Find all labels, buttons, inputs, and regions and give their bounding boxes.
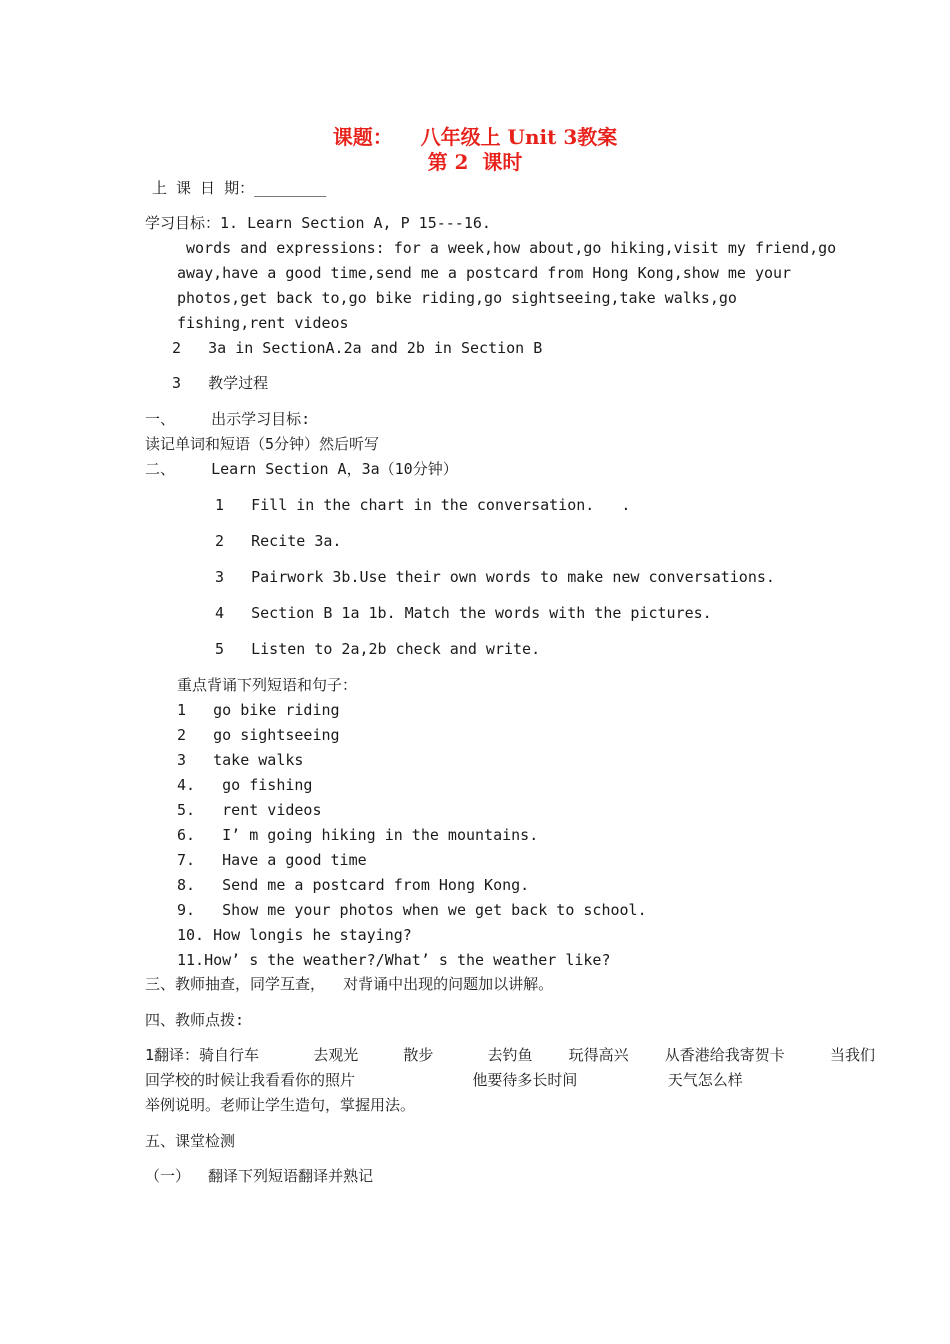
- objectives-line: 学习目标：1. Learn Section A, P 15---16.: [145, 214, 491, 232]
- phrase-item: 9. Show me your photos when we get back to school.: [177, 901, 647, 919]
- recite-heading: 重点背诵下列短语和句子：: [177, 676, 358, 694]
- section5-sub: （一） 翻译下列短语翻译并熟记: [145, 1167, 374, 1185]
- objectives-words-line: away,have a good time,send me a postcard from Hong Kong,show me your: [177, 264, 792, 282]
- section3-text: 三、教师抽查，同学互查， 对背诵中出现的问题加以讲解。: [145, 975, 554, 993]
- phrase-item: 10. How longis he staying?: [177, 926, 412, 944]
- phrase-item: 3 take walks: [177, 751, 304, 769]
- phrase-item: 1 go bike riding: [177, 701, 340, 719]
- section5-heading: 五、课堂检测: [145, 1132, 236, 1150]
- step-item: 2 Recite 3a.: [215, 532, 342, 550]
- objectives-words-line: fishing,rent videos: [177, 314, 349, 332]
- step-item: 1 Fill in the chart in the conversation. .: [215, 496, 631, 514]
- date-line: 上 课 日 期：________: [152, 179, 327, 197]
- phrase-item: 11.How’ s the weather?/What’ s the weather like?: [177, 951, 611, 969]
- phrase-item: 8. Send me a postcard from Hong Kong.: [177, 876, 530, 894]
- page-title: 课题： 八年级上 Unit 3教案: [332, 125, 618, 149]
- section1-heading: 一、 出示学习目标:: [145, 410, 311, 428]
- objectives-words-line: words and expressions: for a week,how about,go hiking,visit my friend,go: [186, 239, 837, 257]
- phrase-item: 5. rent videos: [177, 801, 322, 819]
- section1-text: 读记单词和短语（5分钟）然后听写: [145, 435, 380, 453]
- phrase-item: 7. Have a good time: [177, 851, 367, 869]
- step-item: 5 Listen to 2a,2b check and write.: [215, 640, 541, 658]
- objectives-item-3: 3 教学过程: [172, 374, 269, 392]
- objectives-item-2: 2 3a in SectionA.2a and 2b in Section B: [172, 339, 543, 357]
- phrase-item: 6. I’ m going hiking in the mountains.: [177, 826, 539, 844]
- usage-line: 举例说明。老师让学生造句，掌握用法。: [145, 1096, 416, 1114]
- phrase-item: 2 go sightseeing: [177, 726, 340, 744]
- step-item: 3 Pairwork 3b.Use their own words to make new conversations.: [215, 568, 775, 586]
- section4-heading: 四、教师点拨:: [145, 1011, 245, 1029]
- section2-heading: 二、 Learn Section A，3a（10分钟）: [145, 460, 458, 478]
- translation-line: 回学校的时候让我看看你的照片 他要待多长时间 天气怎么样: [145, 1071, 743, 1089]
- translation-line: 1翻译：骑自行车 去观光 散步 去钓鱼 玩得高兴 从香港给我寄贺卡 当我们: [145, 1046, 875, 1064]
- step-item: 4 Section B 1a 1b. Match the words with the pictures.: [215, 604, 712, 622]
- phrase-item: 4. go fishing: [177, 776, 313, 794]
- objectives-words-line: photos,get back to,go bike riding,go sightseeing,take walks,go: [177, 289, 737, 307]
- lesson-subtitle: 第 2 课时: [427, 150, 523, 174]
